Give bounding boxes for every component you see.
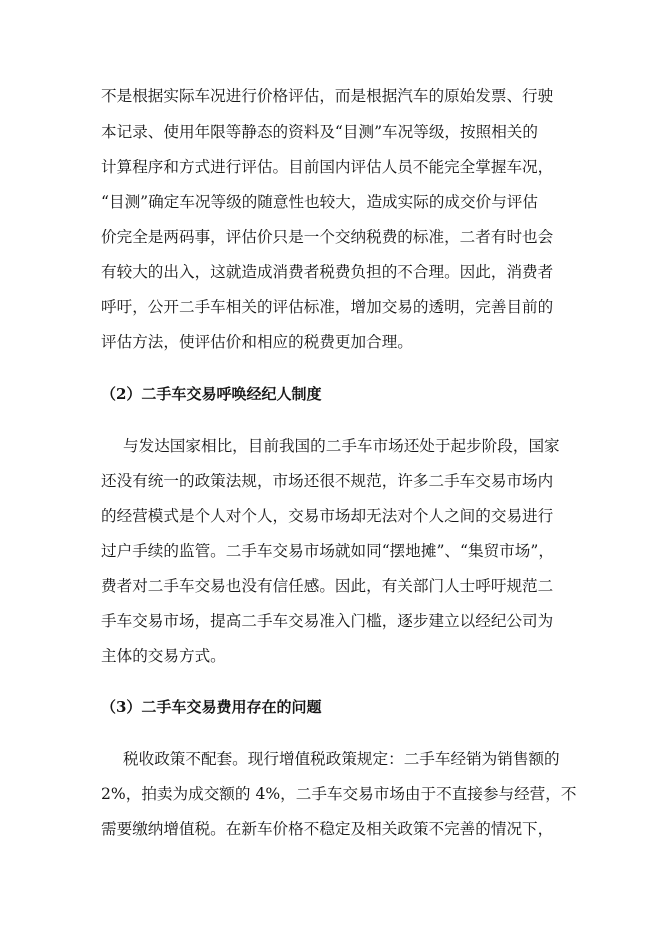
paragraph-line: 不是根据实际车况进行价格评估，而是根据汽车的原始发票、行驶 bbox=[101, 87, 554, 105]
paragraph-line: 评估方法，使评估价和相应的税费更加合理。 bbox=[101, 333, 413, 351]
paragraph-line: 手车交易市场，提高二手车交易准入门槛，逐步建立以经纪公司为 bbox=[101, 612, 554, 630]
paragraph-line: 有较大的出入，这就造成消费者税费负担的不合理。因此，消费者 bbox=[101, 263, 554, 281]
section-heading-2: （2）二手车交易呼唤经纪人制度 bbox=[101, 385, 322, 403]
section-heading-3: （3）二手车交易费用存在的问题 bbox=[101, 698, 322, 716]
paragraph-line: “目测”确定车况等级的随意性也较大，造成实际的成交价与评估 bbox=[101, 193, 538, 211]
paragraph-line: 需要缴纳增值税。在新车价格不稳定及相关政策不完善的情况下， bbox=[101, 820, 554, 838]
paragraph-line: 还没有统一的政策法规，市场还很不规范，许多二手车交易市场内 bbox=[101, 472, 554, 490]
paragraph-line: 税收政策不配套。现行增值税政策规定：二手车经销为销售额的 bbox=[123, 750, 560, 768]
paragraph-line: 与发达国家相比，目前我国的二手车市场还处于起步阶段，国家 bbox=[123, 437, 560, 455]
paragraph-line: 过户手续的监管。二手车交易市场就如同“摆地摊”、“集贸市场”， bbox=[101, 542, 554, 560]
paragraph-line: 费者对二手车交易也没有信任感。因此，有关部门人士呼吁规范二 bbox=[101, 577, 554, 595]
paragraph-line: 2%，拍卖为成交额的 4%，二手车交易市场由于不直接参与经营，不 bbox=[101, 785, 577, 803]
paragraph-line: 价完全是两码事，评估价只是一个交纳税费的标准，二者有时也会 bbox=[101, 228, 554, 246]
paragraph-line: 呼吁，公开二手车相关的评估标准，增加交易的透明，完善目前的 bbox=[101, 298, 554, 316]
paragraph-line: 计算程序和方式进行评估。目前国内评估人员不能完全掌握车况， bbox=[101, 158, 554, 176]
paragraph-line: 本记录、使用年限等静态的资料及“目测”车况等级，按照相关的 bbox=[101, 123, 538, 141]
paragraph-line: 的经营模式是个人对个人，交易市场却无法对个人之间的交易进行 bbox=[101, 507, 554, 525]
paragraph-line: 主体的交易方式。 bbox=[101, 647, 226, 665]
